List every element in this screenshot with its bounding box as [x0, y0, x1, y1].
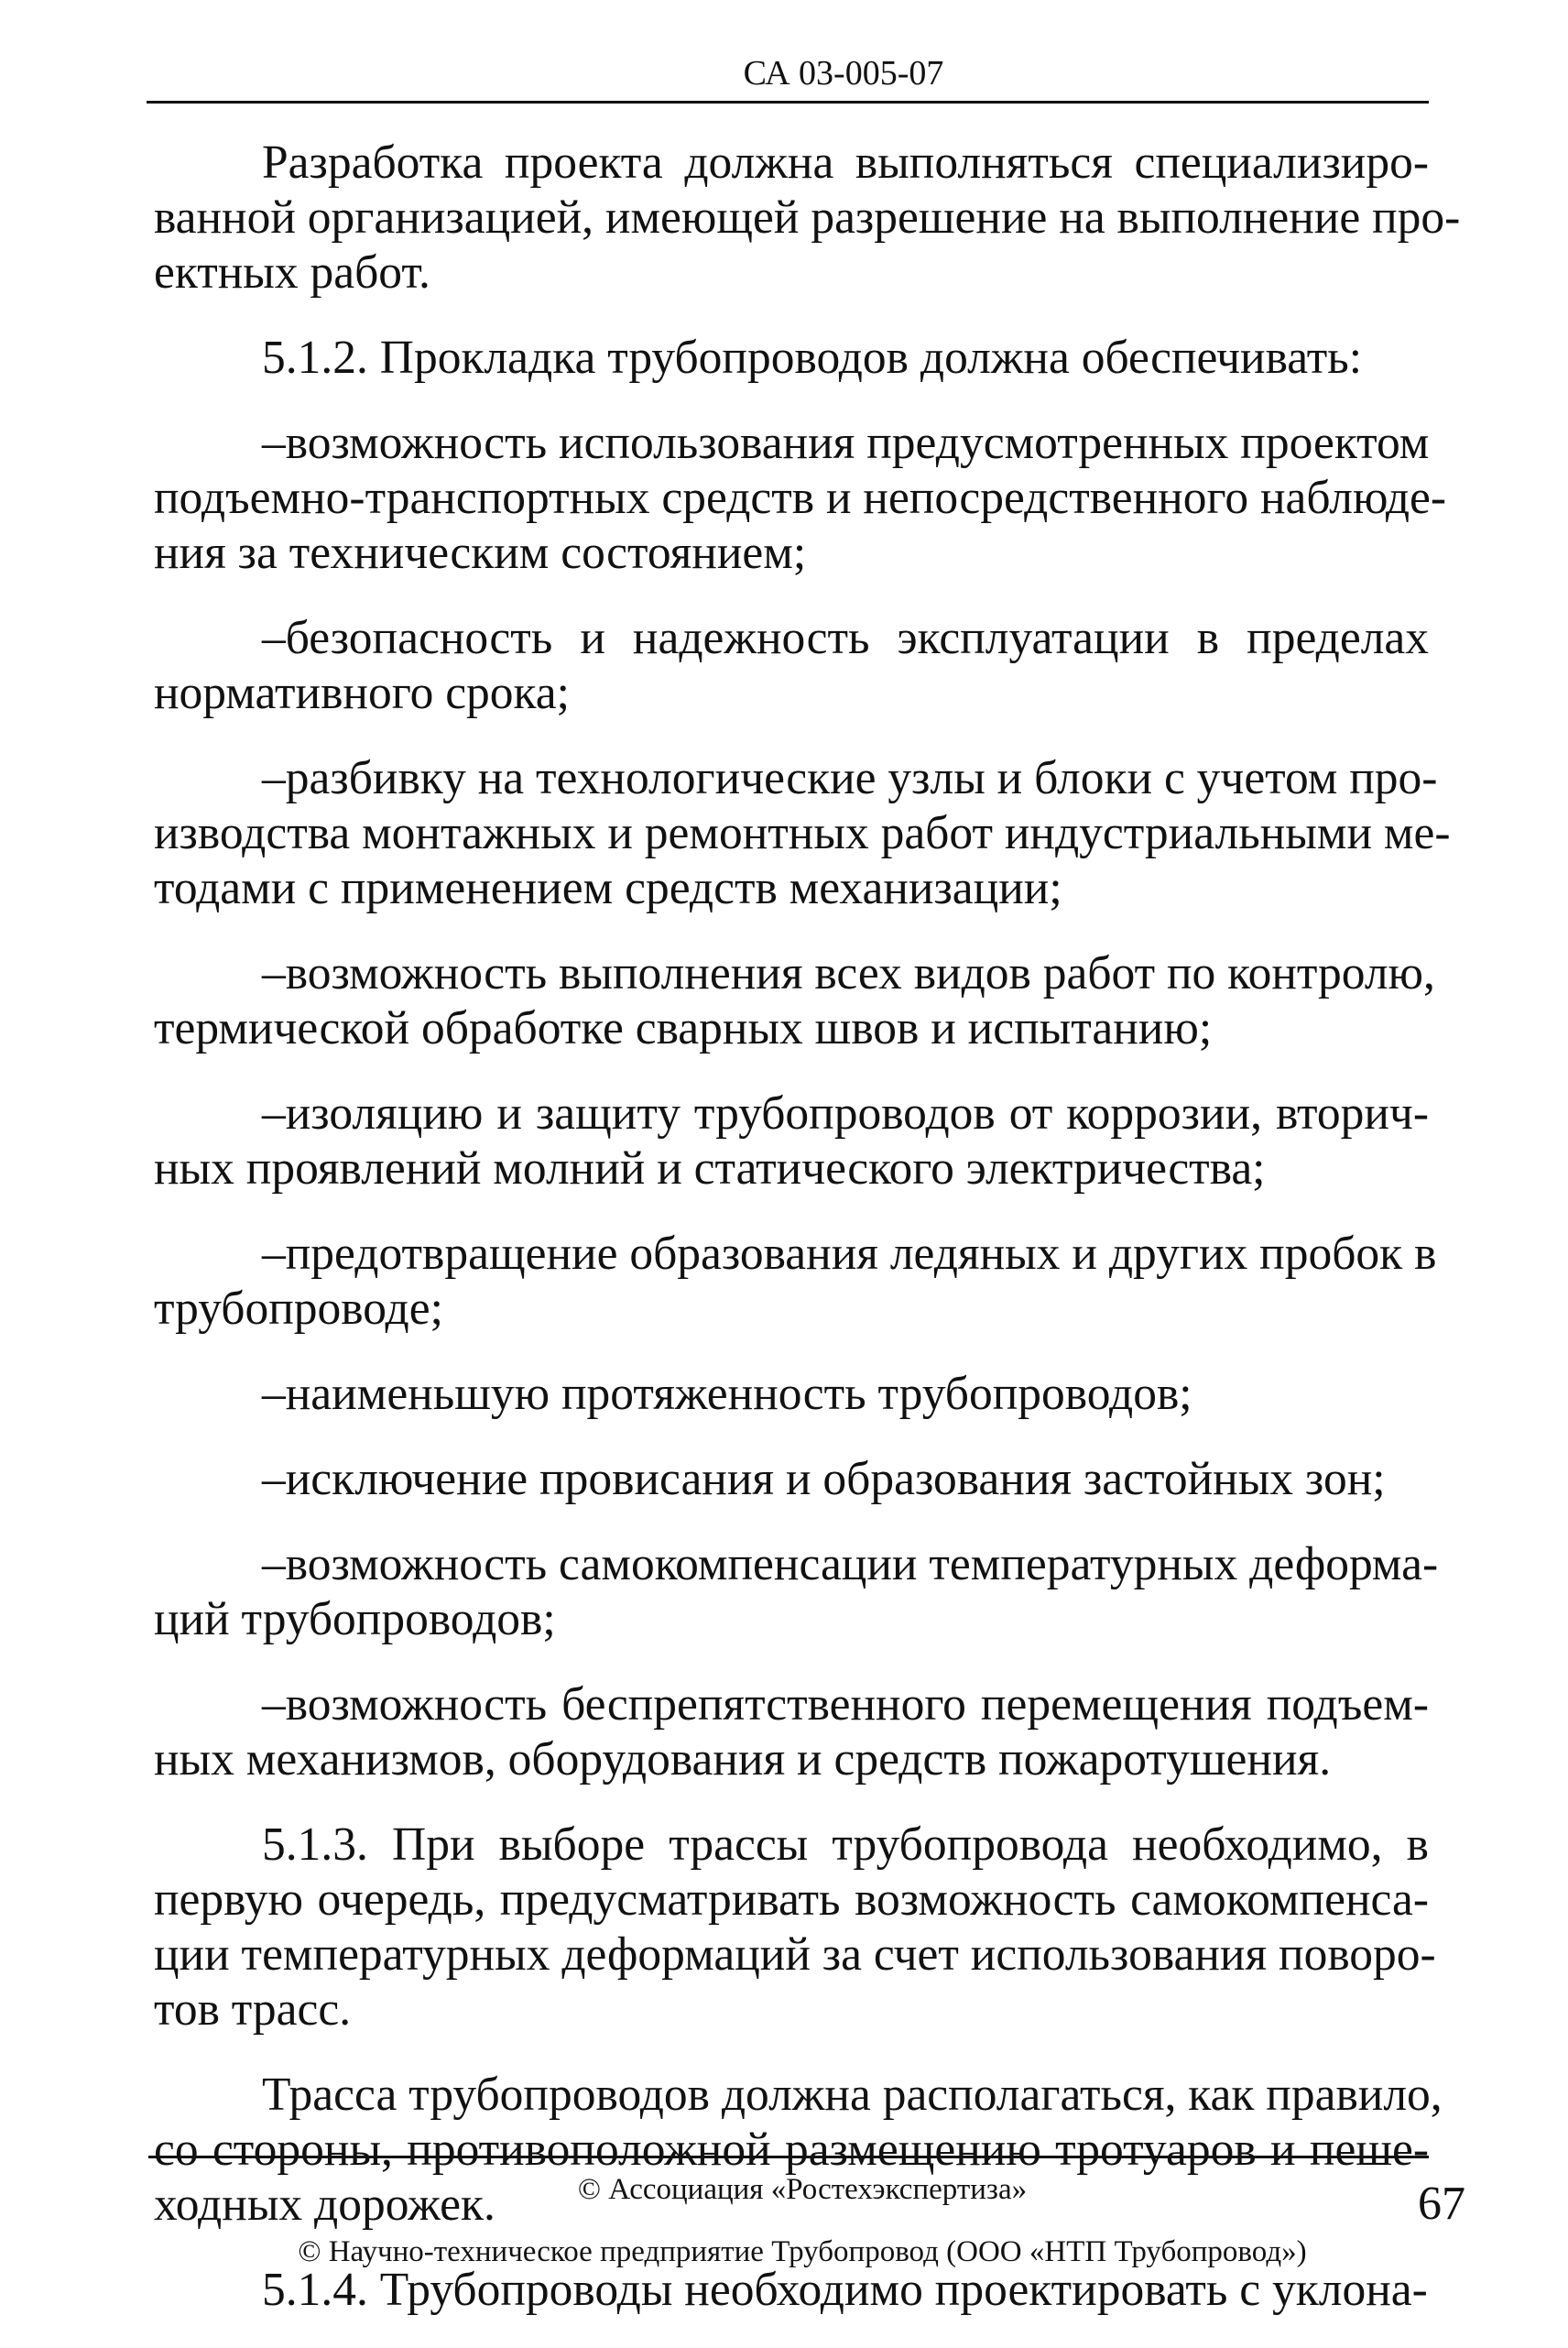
- text-line: –исключение провисания и образования застойных зон;: [262, 1453, 1386, 1505]
- text-line: –изоляцию и защиту трубопроводов от коррозии, вторич-: [262, 1087, 1429, 1140]
- text-line: –безопасность и надежность эксплуатации в пределах: [262, 612, 1429, 664]
- text-line: –возможность использования предусмотренных проектом: [262, 417, 1430, 469]
- page-number: 67: [1418, 2178, 1465, 2230]
- text-line: –наименьшую протяженность трубопроводов;: [262, 1368, 1192, 1420]
- text-line: 5.1.3. При выборе трассы трубопровода необходимо, в: [262, 1818, 1429, 1871]
- footer-copyright-association: © Ассоциация «Ростехэкспертиза»: [577, 2173, 1028, 2206]
- paragraph: [154, 1677, 1429, 1787]
- text-line: ходных дорожек.: [154, 2179, 495, 2231]
- text-line: первую очередь, предусматривать возможность самокомпенса-: [154, 1873, 1429, 1926]
- text-line: трубопроводе;: [154, 1283, 443, 1335]
- text-line: 5.1.4. Трубопроводы необходимо проектировать с уклона-: [262, 2264, 1428, 2316]
- text-line: ванной организацией, имеющей разрешение на выполнение про-: [154, 191, 1461, 244]
- paragraph: [154, 611, 1429, 721]
- text-line: ных механизмов, оборудования и средств пожаротушения.: [154, 1733, 1332, 1786]
- text-line: со стороны, противоположной размещению тротуаров и пеше-: [154, 2124, 1429, 2176]
- paragraph: [154, 331, 1429, 386]
- text-line: нормативного срока;: [154, 667, 570, 719]
- paragraph: [154, 1818, 1436, 2037]
- paragraph: [154, 1452, 1429, 1507]
- paragraph: [154, 1537, 1439, 1647]
- paragraph: [154, 946, 1435, 1056]
- paragraph: [154, 1227, 1437, 1337]
- text-line: –возможность беспрепятственного перемещения подъем-: [262, 1678, 1429, 1731]
- text-line: тов трасс.: [154, 1983, 352, 2036]
- paragraph: [154, 1367, 1429, 1422]
- text-line: изводства монтажных и ремонтных работ индустриальными ме-: [154, 807, 1451, 859]
- text-line: –возможность выполнения всех видов работ по контролю,: [262, 947, 1435, 999]
- paragraph: [154, 416, 1447, 581]
- text-line: термической обработке сварных швов и испытанию;: [154, 1002, 1213, 1054]
- text-line: ции температурных деформаций за счет использования поворо-: [154, 1928, 1436, 1981]
- header-rule: [147, 101, 1429, 104]
- text-line: ций трубопроводов;: [154, 1593, 556, 1645]
- text-line: ектных работ.: [154, 246, 430, 299]
- text-line: –разбивку на технологические узлы и блоки с учетом про-: [262, 752, 1438, 804]
- text-line: –возможность самокомпенсации температурных деформа-: [262, 1538, 1439, 1590]
- text-line: подъемно-транспортных средств и непосредственного наблюде-: [154, 472, 1447, 524]
- footer-rule: [148, 2156, 1429, 2158]
- text-line: Трасса трубопроводов должна располагаться, как правило,: [262, 2069, 1443, 2121]
- text-line: ния за техническим состоянием;: [154, 527, 807, 579]
- paragraph: [154, 751, 1451, 916]
- text-line: –предотвращение образования ледяных и других пробок в: [262, 1228, 1437, 1280]
- document-code: СА 03-005-07: [743, 54, 944, 93]
- text-line: Разработка проекта должна выполняться специализиро-: [262, 137, 1429, 189]
- paragraph: [154, 1087, 1429, 1196]
- paragraph: [154, 2263, 1429, 2318]
- footer-copyright-enterprise: © Научно-техническое предприятие Трубопровод (ООО «НТП Трубопровод»): [298, 2235, 1307, 2268]
- text-line: тодами с применением средств механизации;: [154, 862, 1062, 914]
- paragraph: [154, 136, 1461, 300]
- text-line: 5.1.2. Прокладка трубопроводов должна обеспечивать:: [262, 332, 1363, 384]
- text-line: ных проявлений молний и статического электричества;: [154, 1142, 1266, 1195]
